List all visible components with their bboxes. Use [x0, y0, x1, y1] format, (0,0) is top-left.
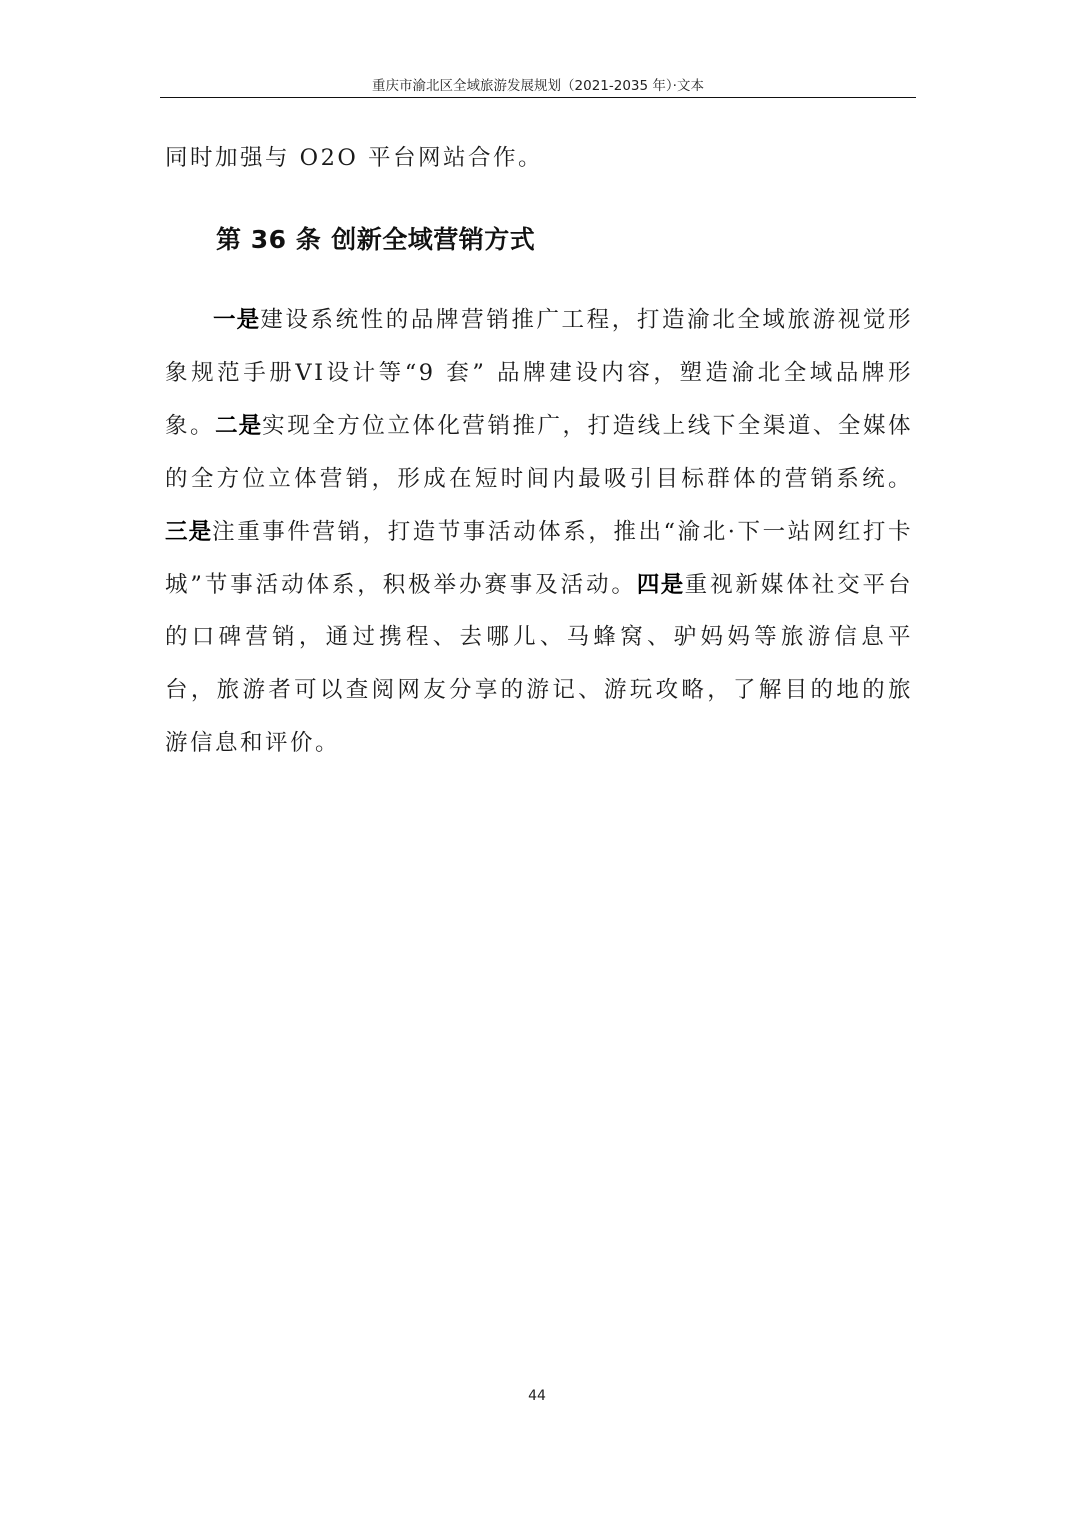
intro-paragraph: 同时加强与 O2O 平台网站合作。	[165, 145, 544, 171]
point-three-label: 三是	[165, 518, 213, 545]
point-three-text: 注重事件营销，打造节事活动体系，推出“渝北·下一站网红打卡城”节事活动体系，积极举办赛事及活动。	[165, 518, 913, 598]
header-rule	[160, 97, 916, 98]
point-one-label: 一是	[213, 307, 261, 333]
article-number: 第 36 条	[216, 225, 322, 254]
article-title: 创新全域营销方式	[331, 225, 536, 254]
page-number: 44	[528, 1388, 546, 1404]
point-two-text: 实现全方位立体化营销推广，打造线上线下全渠道、全媒体的全方位立体营销，形成在短时间内最吸引目标群体的营销系统。	[165, 412, 913, 492]
point-four-text: 重视新媒体社交平台的口碑营销，通过携程、去哪儿、马蜂窝、驴妈妈等旅游信息平台，旅游者可以查阅网友分享的游记、游玩攻略，了解目的地的旅游信息和评价。	[165, 571, 913, 757]
body-paragraph	[165, 294, 913, 770]
point-one-text: 建设系统性的品牌营销推广工程，打造渝北全域旅游视觉形象规范手册VI设计等“9 套” 品牌建设内容，塑造渝北全域品牌形象。	[165, 307, 913, 439]
running-header: 重庆市渝北区全域旅游发展规划（2021-2035 年）·文本	[372, 78, 704, 94]
article-heading	[216, 218, 535, 262]
point-two-label: 二是	[215, 412, 263, 439]
point-four-label: 四是	[636, 571, 685, 598]
